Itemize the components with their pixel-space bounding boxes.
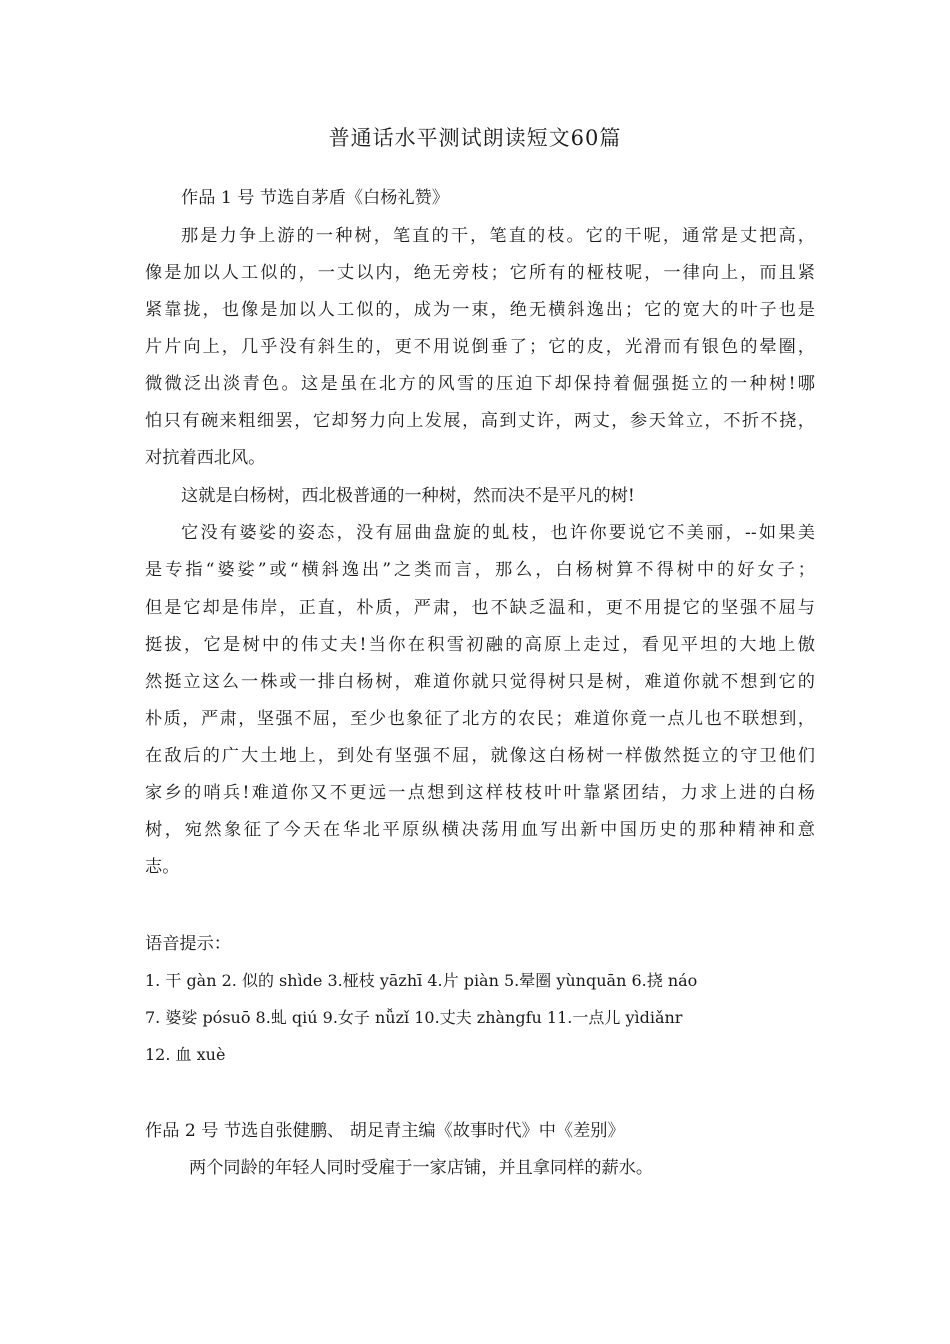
- work1-heading: 作品 1 号 节选自茅盾《白杨礼赞》: [181, 188, 449, 208]
- work2-heading: 作品 2 号 节选自张健鹏、 胡足青主编《故事时代》中《差别》: [145, 1121, 625, 1141]
- paragraph-line: 但是它却是伟岸，正直，朴质，严肃，也不缺乏温和，更不用提它的坚强不屈与: [145, 598, 815, 618]
- paragraph-line: 紧靠拢，也像是加以人工似的，成为一束，绝无横斜逸出；它的宽大的叶子也是: [145, 300, 815, 320]
- pronunciation-line: 1. 干 gàn 2. 似的 shìde 3.桠枝 yāzhī 4.片 piàn 5.晕圈 yùnquān 6.挠 náo: [145, 971, 698, 990]
- paragraph-line: 它没有婆娑的姿态，没有屈曲盘旋的虬枝，也许你要说它不美丽，--如果美: [181, 523, 815, 543]
- paragraph-line: 怕只有碗来粗细罢，它却努力向上发展，高到丈许，两丈，参天耸立，不折不挠，: [145, 411, 815, 431]
- document-title: 普通话水平测试朗读短文60篇: [328, 126, 622, 150]
- pronunciation-line: 7. 婆娑 pósuō 8.虬 qiú 9.女子 nǚzǐ 10.丈夫 zhàngfu 11.一点儿 yìdiǎnr: [145, 1008, 683, 1027]
- paragraph-line: 家乡的哨兵!难道你又不更远一点想到这样枝枝叶叶靠紧团结，力求上进的白杨: [145, 783, 815, 803]
- paragraph-line: 那是力争上游的一种树，笔直的干，笔直的枝。它的干呢，通常是丈把高，: [181, 226, 815, 246]
- pronunciation-line: 12. 血 xuè: [145, 1045, 226, 1064]
- paragraph-line: 在敌后的广大土地上，到处有坚强不屈，就像这白杨树一样傲然挺立的守卫他们: [145, 746, 815, 766]
- paragraph-line: 树，宛然象征了今天在华北平原纵横决荡用血写出新中国历史的那种精神和意: [145, 820, 815, 840]
- paragraph-line: 是专指“婆娑”或“横斜逸出”之类而言，那么，白杨树算不得树中的好女子；: [145, 560, 815, 580]
- paragraph-line: 片片向上，几乎没有斜生的，更不用说倒垂了；它的皮，光滑而有银色的晕圈，: [145, 337, 815, 357]
- paragraph-line: 对抗着西北风。: [145, 448, 266, 468]
- paragraph-line: 然挺立这么一株或一排白杨树，难道你就只觉得树只是树，难道你就不想到它的: [145, 672, 815, 692]
- paragraph-line: 挺拔，它是树中的伟丈夫!当你在积雪初融的高原上走过，看见平坦的大地上傲: [145, 635, 815, 655]
- work1-paragraph-2: 这就是白杨树，西北极普通的一种树，然而决不是平凡的树!: [181, 486, 635, 506]
- paragraph-line: 微微泛出淡青色。这是虽在北方的风雪的压迫下却保持着倔强挺立的一种树!哪: [145, 374, 815, 394]
- work2-paragraph-1: 两个同龄的年轻人同时受雇于一家店铺，并且拿同样的薪水。: [189, 1158, 654, 1178]
- paragraph-line: 朴质，严肃，坚强不屈，至少也象征了北方的农民；难道你竟一点儿也不联想到，: [145, 709, 815, 729]
- pronunciation-heading: 语音提示：: [145, 934, 231, 954]
- paragraph-line: 志。: [145, 857, 180, 877]
- paragraph-line: 像是加以人工似的，一丈以内，绝无旁枝；它所有的桠枝呢，一律向上，而且紧: [145, 263, 815, 283]
